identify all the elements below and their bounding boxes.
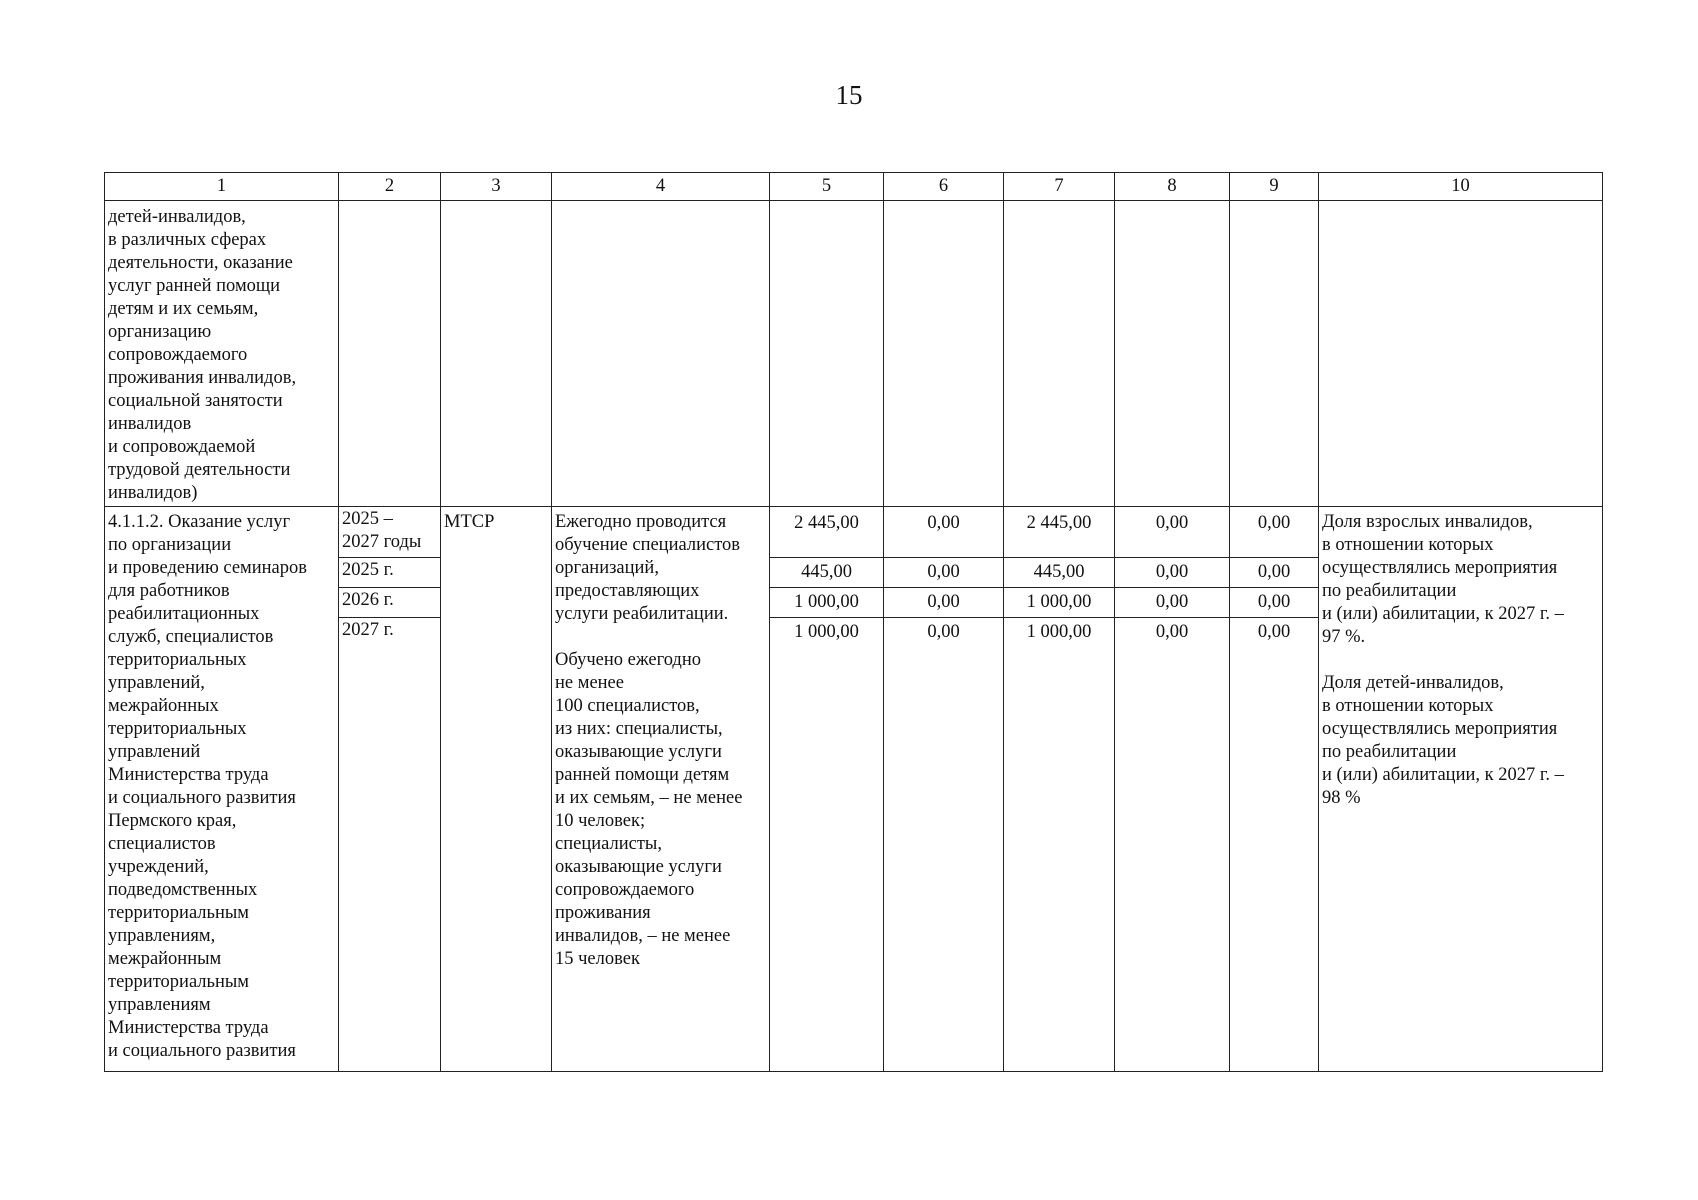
cell-value: 445,00: [1004, 558, 1115, 588]
cell-value: 0,00: [1230, 558, 1319, 588]
cell-value: 0,00: [1230, 618, 1319, 1072]
header-col-1: 1: [105, 173, 339, 201]
cell-empty: [441, 201, 552, 507]
cell-empty: [884, 201, 1004, 507]
cell-value: 0,00: [884, 618, 1004, 1072]
cell-empty: [1115, 201, 1230, 507]
cell-value: 0,00: [1115, 558, 1230, 588]
cell-value: 0,00: [884, 507, 1004, 558]
header-col-9: 9: [1230, 173, 1319, 201]
cell-period: 2025 г.: [339, 558, 441, 588]
header-row: [105, 173, 1603, 201]
cell-value: 0,00: [1115, 588, 1230, 618]
cell-value: 1 000,00: [770, 588, 884, 618]
cell-continuation-col1: детей-инвалидов, в различных сферах деятельности, оказание услуг ранней помощи детям и их семьям, организацию сопровождаемого проживания инвалидов, социальной занятости инвалидов и сопровождаемой трудовой деятельности инвалидов): [105, 201, 339, 507]
cell-indicators: Доля взрослых инвалидов, в отношении которых осуществлялись мероприятия по реабилитации и (или) абилитации, к 2027 г. – 97 %. Доля детей-инвалидов, в отношении которых осуществлялись мероприятия по реабилитации и (или) абилитации, к 2027 г. – 98 %: [1319, 507, 1603, 1072]
cell-value: 1 000,00: [1004, 588, 1115, 618]
cell-executor: МТСР: [441, 507, 552, 1072]
cell-value: 0,00: [1115, 507, 1230, 558]
table-row-period-total: [105, 507, 1603, 558]
cell-period: 2025 – 2027 годы: [339, 507, 441, 558]
cell-empty: [1230, 201, 1319, 507]
cell-description: Ежегодно проводится обучение специалистов организаций, предоставляющих услуги реабилитации. Обучено ежегодно не менее 100 специалистов, из них: специалисты, оказывающие услуги ранней помощи детям и их семьям, – не менее 10 человек; специалисты, оказывающие услуги сопровождаемого проживания инвалидов, – не менее 15 человек: [552, 507, 770, 1072]
cell-value: 2 445,00: [1004, 507, 1115, 558]
cell-empty: [339, 201, 441, 507]
cell-empty: [552, 201, 770, 507]
header-col-8: 8: [1115, 173, 1230, 201]
table-row-continuation: [105, 201, 1603, 507]
header-col-7: 7: [1004, 173, 1115, 201]
cell-period: 2026 г.: [339, 588, 441, 618]
cell-measure-name: 4.1.1.2. Оказание услуг по организации и проведению семинаров для работников реабилитационных служб, специалистов территориальных управлений, межрайонных территориальных управлений Министерства труда и социального развития Пермского края, специалистов учреждений, подведомственных территориальным управлениям, межрайонным территориальным управлениям Министерства труда и социального развития: [105, 507, 339, 1072]
header-col-5: 5: [770, 173, 884, 201]
cell-empty: [1319, 201, 1603, 507]
cell-empty: [770, 201, 884, 507]
header-col-2: 2: [339, 173, 441, 201]
header-col-6: 6: [884, 173, 1004, 201]
cell-value: 0,00: [884, 558, 1004, 588]
header-col-4: 4: [552, 173, 770, 201]
cell-value: 1 000,00: [770, 618, 884, 1072]
page-number: 15: [835, 80, 863, 110]
cell-value: 0,00: [884, 588, 1004, 618]
cell-value: 1 000,00: [1004, 618, 1115, 1072]
cell-value: 0,00: [1230, 588, 1319, 618]
header-col-10: 10: [1319, 173, 1603, 201]
cell-empty: [1004, 201, 1115, 507]
cell-value: 445,00: [770, 558, 884, 588]
cell-value: 0,00: [1115, 618, 1230, 1072]
cell-value: 0,00: [1230, 507, 1319, 558]
cell-value: 2 445,00: [770, 507, 884, 558]
cell-period: 2027 г.: [339, 618, 441, 1072]
program-table: [104, 172, 1603, 1072]
header-col-3: 3: [441, 173, 552, 201]
